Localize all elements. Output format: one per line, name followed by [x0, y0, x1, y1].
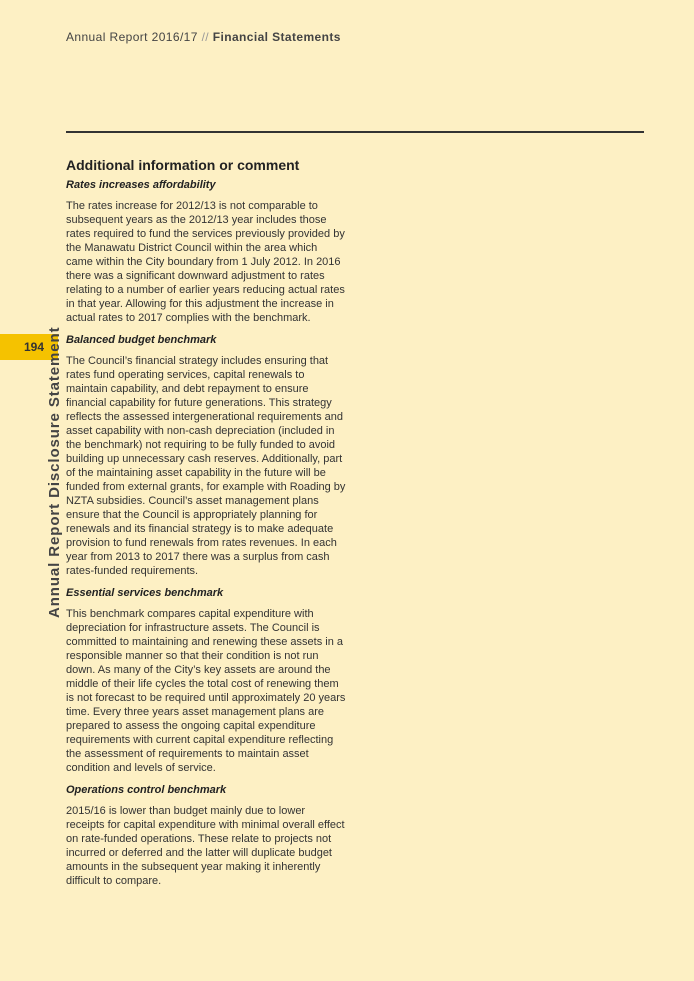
- section-body-operations-control: 2015/16 is lower than budget mainly due to lower receipts for capital expenditure with minimal overall effect on rate-funded operations. These relate to projects not incurred or deferred and the latter will duplicate budget amounts in the subsequent year making it inherently difficult to compare.: [66, 805, 345, 887]
- section-body-balanced-budget: The Council’s financial strategy includes ensuring that rates fund operating services, capital renewals to maintain capability, and debt repayment to ensure financial capability for future generations. This strategy reflects the assessed intergenerational requirements and asset capability with non-cash depreciation (included in the benchmark) not requiring to be fully funded to avoid building up unnecessary cash reserves. Additionally, part of the maintaining asset capability in the future will be funded from external grants, for example with Roading by NZTA subsidies. Council’s asset management plans ensure that the Council is appropriately planning for renewals and its financial strategy is to make adequate provision to fund renewals from rates revenues. In each year from 2013 to 2017 there was a surplus from cash rates-funded requirements.: [66, 355, 346, 577]
- header-rule: [66, 131, 644, 133]
- side-section-title: Annual Report Disclosure Statement: [46, 326, 63, 618]
- running-header: [66, 30, 341, 44]
- report-title: Annual Report 2016/17: [66, 30, 198, 44]
- section-heading-balanced-budget: Balanced budget benchmark: [66, 334, 217, 346]
- section-body-essential-services: This benchmark compares capital expenditure with depreciation for infrastructure assets. The Council is committed to maintaining and renewing these assets in a responsible manner so that their condition is not run down. As many of the City’s key assets are around the middle of their life cycles the total cost of renewing them is not forecast to be required until approximately 20 years time. Every three years asset management plans are prepared to assess the ongoing capital expenditure requirements with current capital expenditure reflecting the assessment of requirements to maintain asset condition and levels of service.: [66, 608, 346, 774]
- section-body-rates: The rates increase for 2012/13 is not comparable to subsequent years as the 2012/13 year includes those rates required to fund the services previously provided by the Manawatu District Council within the area which came within the City boundary from 1 July 2012. In 2016 there was a significant downward adjustment to rates relating to a number of earlier years reducing actual rates in that year. Allowing for this adjustment the increase in actual rates to 2017 complies with the benchmark.: [66, 200, 345, 324]
- section-title: Financial Statements: [212, 30, 341, 44]
- main-heading: Additional information or comment: [66, 157, 300, 173]
- main-content: [66, 157, 346, 897]
- section-heading-essential-services: Essential services benchmark: [66, 587, 224, 599]
- header-separator: //: [201, 30, 210, 44]
- section-heading-operations-control: Operations control benchmark: [66, 784, 227, 796]
- section-heading-rates: Rates increases affordability: [66, 179, 216, 191]
- page-number: 194: [23, 340, 45, 354]
